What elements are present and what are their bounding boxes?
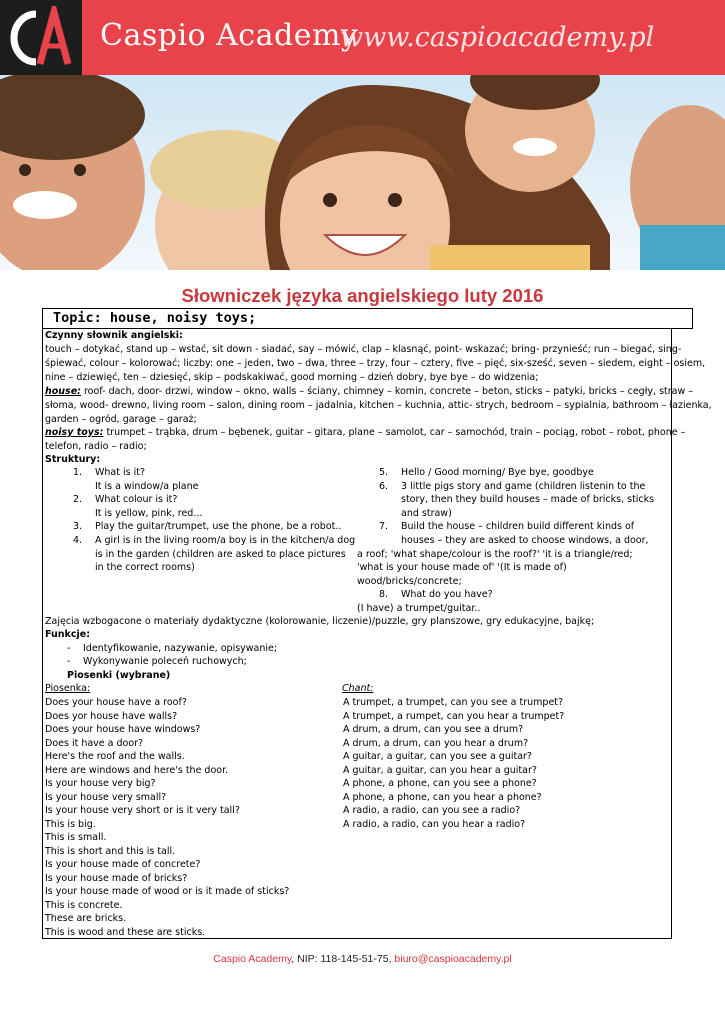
chant-line: A phone, a phone, can you see a phone? [343, 778, 537, 789]
song-line: Is your house made of wood or is it made of sticks? [45, 886, 290, 897]
toys-vocabulary-line: telefon, radio – radio; [45, 441, 147, 452]
structure-item: 3 little pigs story and game (children listenin to the [401, 481, 646, 492]
children-photo-illustration [0, 75, 725, 270]
structure-item: Play the guitar/trumpet, use the phone, be a robot.. [95, 521, 342, 532]
brand-name: Caspio Academy [100, 18, 359, 53]
chant-line: A radio, a radio, can you hear a radio? [343, 818, 526, 830]
song-label: Piosenka: [45, 683, 91, 694]
structure-item: Hello / Good morning/ Bye bye, goodbye [401, 467, 594, 478]
logo [0, 0, 82, 75]
song-line: Here are windows and here's the door. [45, 764, 229, 776]
structure-item: What colour is it? [95, 494, 178, 505]
song-line: Does yor house have walls? [45, 710, 178, 722]
header-photo [0, 75, 725, 270]
vocabulary-line: nine – dziewięć, ten – dziesięć, skip – podskakiwać, good morning – dzień dobry, bye bye – do widzenia; [45, 372, 539, 383]
song-line: Here's the roof and the walls. [45, 751, 185, 762]
vocabulary-line: śpiewać, colour – kolorować; liczby: one – jeden, two – dwa, three – trzy, four – cztery, five – pięć, six-sześć, seven – siedem, eight – osiem, [45, 358, 706, 369]
structure-item: What is it? [95, 467, 145, 478]
function-item: Wykonywanie poleceń ruchowych; [83, 656, 247, 667]
functions-heading: Funkcje: [45, 629, 90, 640]
song-line: This is wood and these are sticks. [45, 926, 206, 938]
header-banner [0, 0, 725, 75]
house-vocabulary-line: słoma, wood- drewno, living room – salon, dining room – jadalnia, kitchen – kuchnia, attic- strych, bedroom – sypialnia, bathroom – łazienka, [45, 400, 712, 411]
function-bullet: - [67, 643, 71, 654]
structure-item-cont: a roof; 'what shape/colour is the roof?' 'it is a triangle/red; [357, 549, 633, 560]
structure-number: 7. [379, 521, 389, 532]
structure-number: 5. [379, 467, 389, 478]
house-vocabulary-line: house: roof- dach, door- drzwi, window – okno, walls – ściany, chimney – komin, concrete – beton, sticks – patyki, bricks – cegły, straw – [45, 386, 694, 397]
song-line: Does your house have windows? [45, 724, 201, 735]
vocabulary-heading: Czynny słownik angielski: [45, 330, 183, 341]
song-line: Is your house very small? [45, 791, 167, 803]
structures-heading: Struktury: [45, 454, 101, 465]
structure-number: 3. [73, 521, 83, 532]
song-line: These are bricks. [45, 913, 127, 924]
structure-item-cont: wood/bricks/concrete; [357, 576, 462, 587]
lesson-content [42, 329, 712, 939]
footer-nip: , NIP: 118-145-51-75, [291, 953, 395, 965]
song-line: Is your house very short or is it very tall? [45, 805, 240, 816]
songs-heading: Piosenki (wybrane) [67, 670, 171, 681]
chant-line: A guitar, a guitar, can you see a guitar? [343, 751, 532, 762]
website-url[interactable]: www.caspioacademy.pl [340, 22, 655, 53]
chant-line: A drum, a drum, can you see a drum? [343, 724, 524, 735]
vocabulary-line: touch – dotykać, stand up – wstać, sit down - siadać, say – mówić, clap – klasnąć, point- wskazać; bring- przynieść; run – biegać, sing- [45, 344, 682, 355]
song-line: This is small. [45, 832, 107, 843]
chant-line: A drum, a drum, can you hear a drum? [343, 737, 529, 749]
chant-line: A guitar, a guitar, can you hear a guitar? [343, 764, 537, 776]
structure-number: 8. [379, 589, 389, 600]
structure-number: 6. [379, 481, 389, 492]
function-item: Identyfikowanie, nazywanie, opisywanie; [83, 643, 278, 654]
structure-item-cont: story, then they build houses – made of bricks, sticks [401, 494, 655, 505]
structure-item-cont: is in the garden (children are asked to place pictures [95, 549, 346, 560]
song-line: This is concrete. [45, 899, 123, 911]
structure-item: A girl is in the living room/a boy is in the kitchen/a dog [95, 535, 356, 546]
structure-number: 2. [73, 494, 83, 505]
song-line: Does it have a door? [45, 737, 144, 749]
chant-line: A trumpet, a rumpet, can you hear a trumpet? [343, 710, 565, 722]
footer-company: Caspio Academy [213, 953, 292, 965]
chant-line: A trumpet, a trumpet, can you see a trumpet? [343, 697, 564, 708]
song-line: This is short and this is tall. [45, 845, 176, 857]
chant-line: A phone, a phone, can you hear a phone? [343, 791, 542, 803]
song-line: This is big. [45, 818, 96, 830]
house-label: house: [45, 386, 81, 397]
noisy-toys-label: noisy toys: [45, 427, 104, 438]
structure-answer: It is a window/a plane [95, 481, 199, 492]
toys-vocabulary-line: noisy toys: trumpet – trąbka, drum – bębenek, guitar – gitara, plane – samolot, car – samochód, train – pociąg, robot – robot, phone – [45, 427, 686, 438]
footer-email[interactable]: biuro@caspioacademy.pl [394, 953, 512, 965]
page-title: Słowniczek języka angielskiego luty 2016 [181, 285, 544, 306]
enrichment-note: Zajęcia wzbogacone o materiały dydaktyczne (kolorowanie, liczenie)/puzzle, gry planszowe, gry edukacyjne, bajkę; [45, 616, 595, 627]
structure-answer: It is yellow, pink, red... [95, 508, 203, 519]
song-line: Is your house made of concrete? [45, 859, 201, 870]
structure-answer: (I have) a trumpet/guitar.. [357, 603, 481, 614]
song-line: Is your house made of bricks? [45, 872, 188, 884]
structure-item: What do you have? [401, 589, 493, 600]
chant-label: Chant: [342, 683, 374, 694]
structure-item-cont: houses – they are asked to choose windows, a door, [401, 535, 649, 546]
structure-number: 4. [73, 535, 83, 546]
logo-ca-mark-icon [6, 6, 76, 69]
house-vocabulary-line: garden – ogród, garage – garaż; [45, 414, 197, 425]
structure-item: Build the house – children build different kinds of [401, 521, 635, 532]
topic-heading: Topic: house, noisy toys; [42, 308, 693, 329]
structure-number: 1. [73, 467, 83, 478]
song-line: Does your house have a roof? [45, 697, 187, 708]
structure-item-cont: 'what is your house made of' '(It is made of) [357, 562, 567, 573]
structure-item-cont: in the correct rooms) [95, 562, 195, 573]
function-bullet: - [67, 656, 71, 667]
footer [0, 953, 725, 965]
chant-line: A radio, a radio, can you see a radio? [343, 805, 521, 816]
structure-item-cont: and straw) [401, 508, 452, 519]
song-line: Is your house very big? [45, 778, 156, 789]
